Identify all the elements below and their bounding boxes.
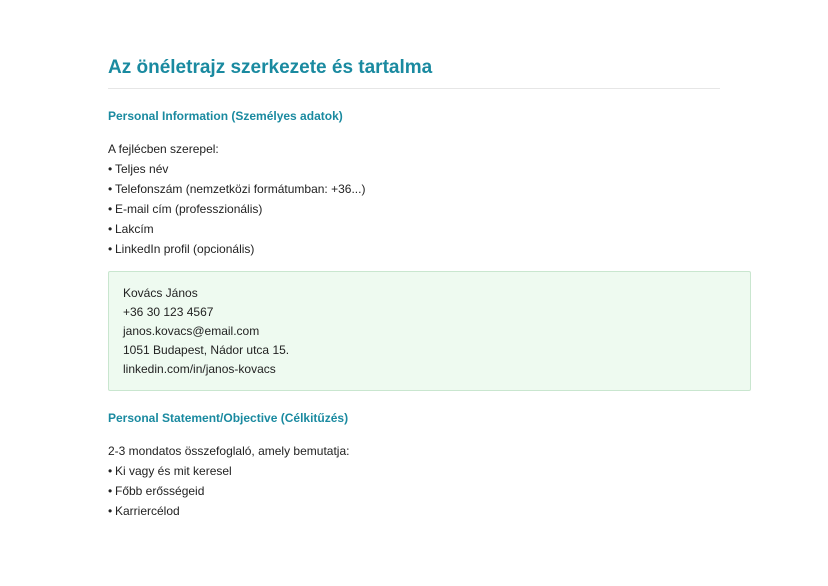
- example-email: janos.kovacs@email.com: [123, 324, 260, 338]
- bullet-icon: •: [108, 162, 113, 176]
- bullet-list: [108, 159, 751, 259]
- bullet-icon: •: [108, 464, 113, 478]
- bullet-icon: •: [108, 484, 113, 498]
- page-title: Az önéletrajz szerkezete és tartalma: [108, 54, 720, 89]
- example-name: Kovács János: [123, 286, 198, 300]
- section-personal-information: [108, 108, 751, 391]
- list-item-text: LinkedIn profil (opcionális): [115, 242, 255, 256]
- list-item: [108, 481, 751, 501]
- bullet-icon: •: [108, 242, 113, 256]
- section-personal-statement: [108, 410, 751, 521]
- section-intro: 2-3 mondatos összefoglaló, amely bemutatja:: [108, 444, 350, 458]
- list-item-text: Főbb erősségeid: [115, 484, 205, 498]
- list-item: [108, 159, 751, 179]
- list-item: [108, 461, 751, 481]
- document-content: [108, 54, 751, 521]
- example-phone: +36 30 123 4567: [123, 305, 214, 319]
- list-item-text: Karriercélod: [115, 504, 180, 518]
- section-intro: A fejlécben szerepel:: [108, 142, 219, 156]
- bullet-list: [108, 461, 751, 521]
- bullet-icon: •: [108, 504, 113, 518]
- list-item-text: Ki vagy és mit keresel: [115, 464, 232, 478]
- bullet-icon: •: [108, 222, 113, 236]
- example-linkedin: linkedin.com/in/janos-kovacs: [123, 362, 276, 376]
- contact-example-box: [108, 271, 751, 391]
- list-item-text: Teljes név: [115, 162, 169, 176]
- list-item: [108, 219, 751, 239]
- list-item-text: Lakcím: [115, 222, 154, 236]
- list-item: [108, 501, 751, 521]
- list-item-text: E-mail cím (professzionális): [115, 202, 263, 216]
- bullet-icon: •: [108, 182, 113, 196]
- section-heading: Personal Statement/Objective (Célkitűzés): [108, 411, 349, 425]
- list-item: [108, 179, 751, 199]
- bullet-icon: •: [108, 202, 113, 216]
- list-item-text: Telefonszám (nemzetközi formátumban: +36...): [115, 182, 366, 196]
- example-address: 1051 Budapest, Nádor utca 15.: [123, 343, 290, 357]
- list-item: [108, 199, 751, 219]
- section-heading: Personal Information (Személyes adatok): [108, 109, 343, 123]
- list-item: [108, 239, 751, 259]
